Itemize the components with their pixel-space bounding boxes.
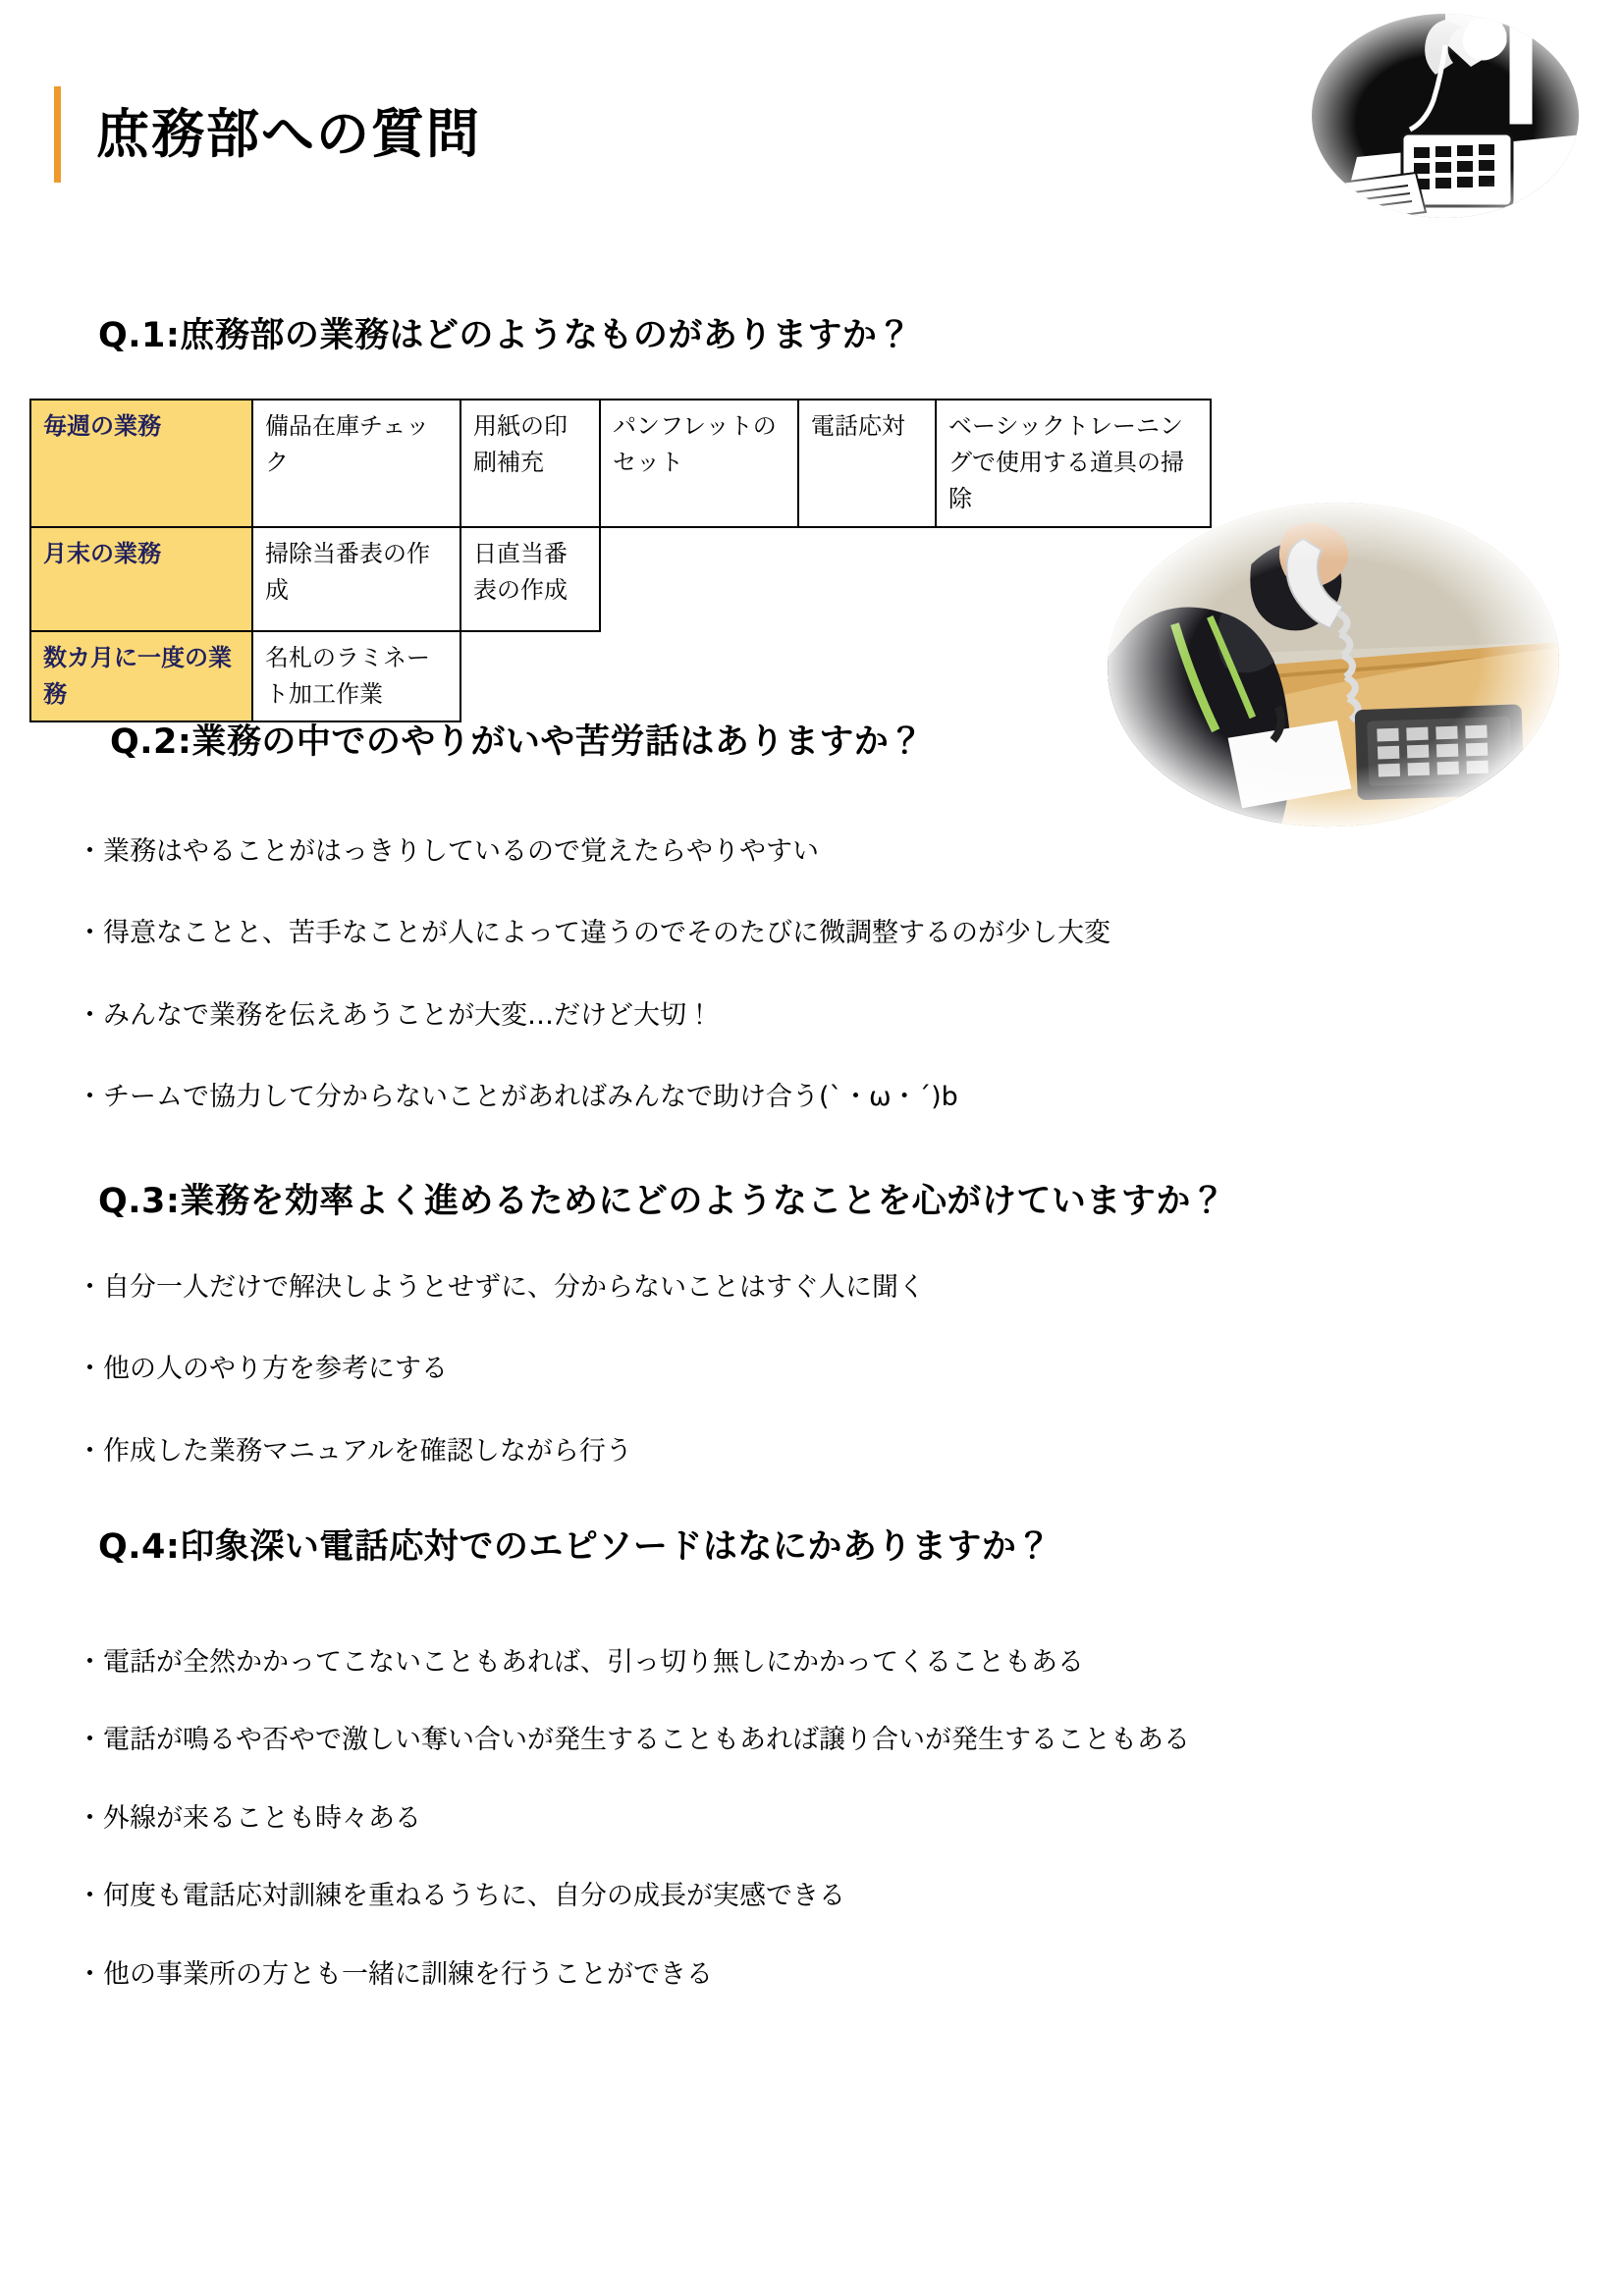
- list-item: ・何度も電話応対訓練を重ねるうちに、自分の成長が実感できる: [77, 1881, 845, 1912]
- list-item: ・得意なことと、苦手なことが人によって違うのでそのたびに微調整するのが少し大変: [77, 918, 1110, 949]
- table-row-label: 月末の業務: [30, 527, 252, 631]
- task-table: [29, 399, 1212, 722]
- table-row: [30, 631, 1211, 721]
- table-cell: 日直当番表の作成: [460, 527, 600, 631]
- q2-bullet-list: [77, 836, 1110, 1164]
- table-cell: 名札のラミネート加工作業: [252, 631, 460, 721]
- list-item: ・みんなで業務を伝えあうことが大変…だけど大切！: [77, 999, 713, 1031]
- list-item: ・他の事業所の方とも一緒に訓練を行うことができる: [77, 1958, 713, 1990]
- list-item: ・作成した業務マニュアルを確認しながら行う: [77, 1435, 632, 1467]
- page-title-block: [54, 86, 481, 183]
- table-cell: 電話応対: [798, 400, 936, 527]
- table-cell-empty: [798, 527, 936, 631]
- list-item: ・電話が鳴るや否やで激しい奪い合いが発生することもあれば譲り合いが発生することもある: [77, 1725, 1190, 1756]
- q1-heading: Q.1:庶務部の業務はどのようなものがありますか？: [98, 316, 912, 355]
- table-cell-empty: [460, 631, 600, 721]
- telephone-desk-illustration: [1298, 10, 1593, 236]
- title-accent-bar: [54, 86, 61, 183]
- table-cell-empty: [600, 527, 798, 631]
- list-item: ・他の人のやり方を参考にする: [77, 1354, 448, 1385]
- q3-heading: Q.3:業務を効率よく進めるためにどのようなことを心がけていますか？: [98, 1182, 1226, 1221]
- list-item: ・自分一人だけで解決しようとせずに、分からないことはすぐ人に聞く: [77, 1272, 925, 1303]
- table-cell: 掃除当番表の作成: [252, 527, 460, 631]
- list-item: ・電話が全然かかってこないこともあれば、引っ切り無しにかかってくることもある: [77, 1647, 1084, 1678]
- table-row: [30, 400, 1211, 527]
- table-cell: 備品在庫チェック: [252, 400, 460, 527]
- list-item: ・業務はやることがはっきりしているので覚えたらやりやすい: [77, 836, 819, 867]
- list-item: ・チームで協力して分からないことがあればみんなで助け合う(`・ω・´)b: [77, 1082, 958, 1113]
- q2-heading: Q.2:業務の中でのやりがいや苦労話はありますか？: [110, 722, 924, 762]
- table-row-label: 数カ月に一度の業務: [30, 631, 252, 721]
- table-row: [30, 527, 1211, 631]
- table-cell: ベーシックトレーニングで使用する道具の掃除: [936, 400, 1211, 527]
- page-title: 庶務部への質問: [96, 103, 481, 165]
- table-row-label: 毎週の業務: [30, 400, 252, 527]
- q4-bullet-list: [77, 1647, 1190, 2037]
- table-cell-empty: [798, 631, 936, 721]
- q4-heading: Q.4:印象深い電話応対でのエピソードはなにかありますか？: [98, 1527, 1052, 1567]
- table-cell: 用紙の印刷補充: [460, 400, 600, 527]
- q3-bullet-list: [77, 1272, 925, 1518]
- list-item: ・外線が来ることも時々ある: [77, 1802, 421, 1834]
- table-cell-empty: [600, 631, 798, 721]
- table-cell: パンフレットのセット: [600, 400, 798, 527]
